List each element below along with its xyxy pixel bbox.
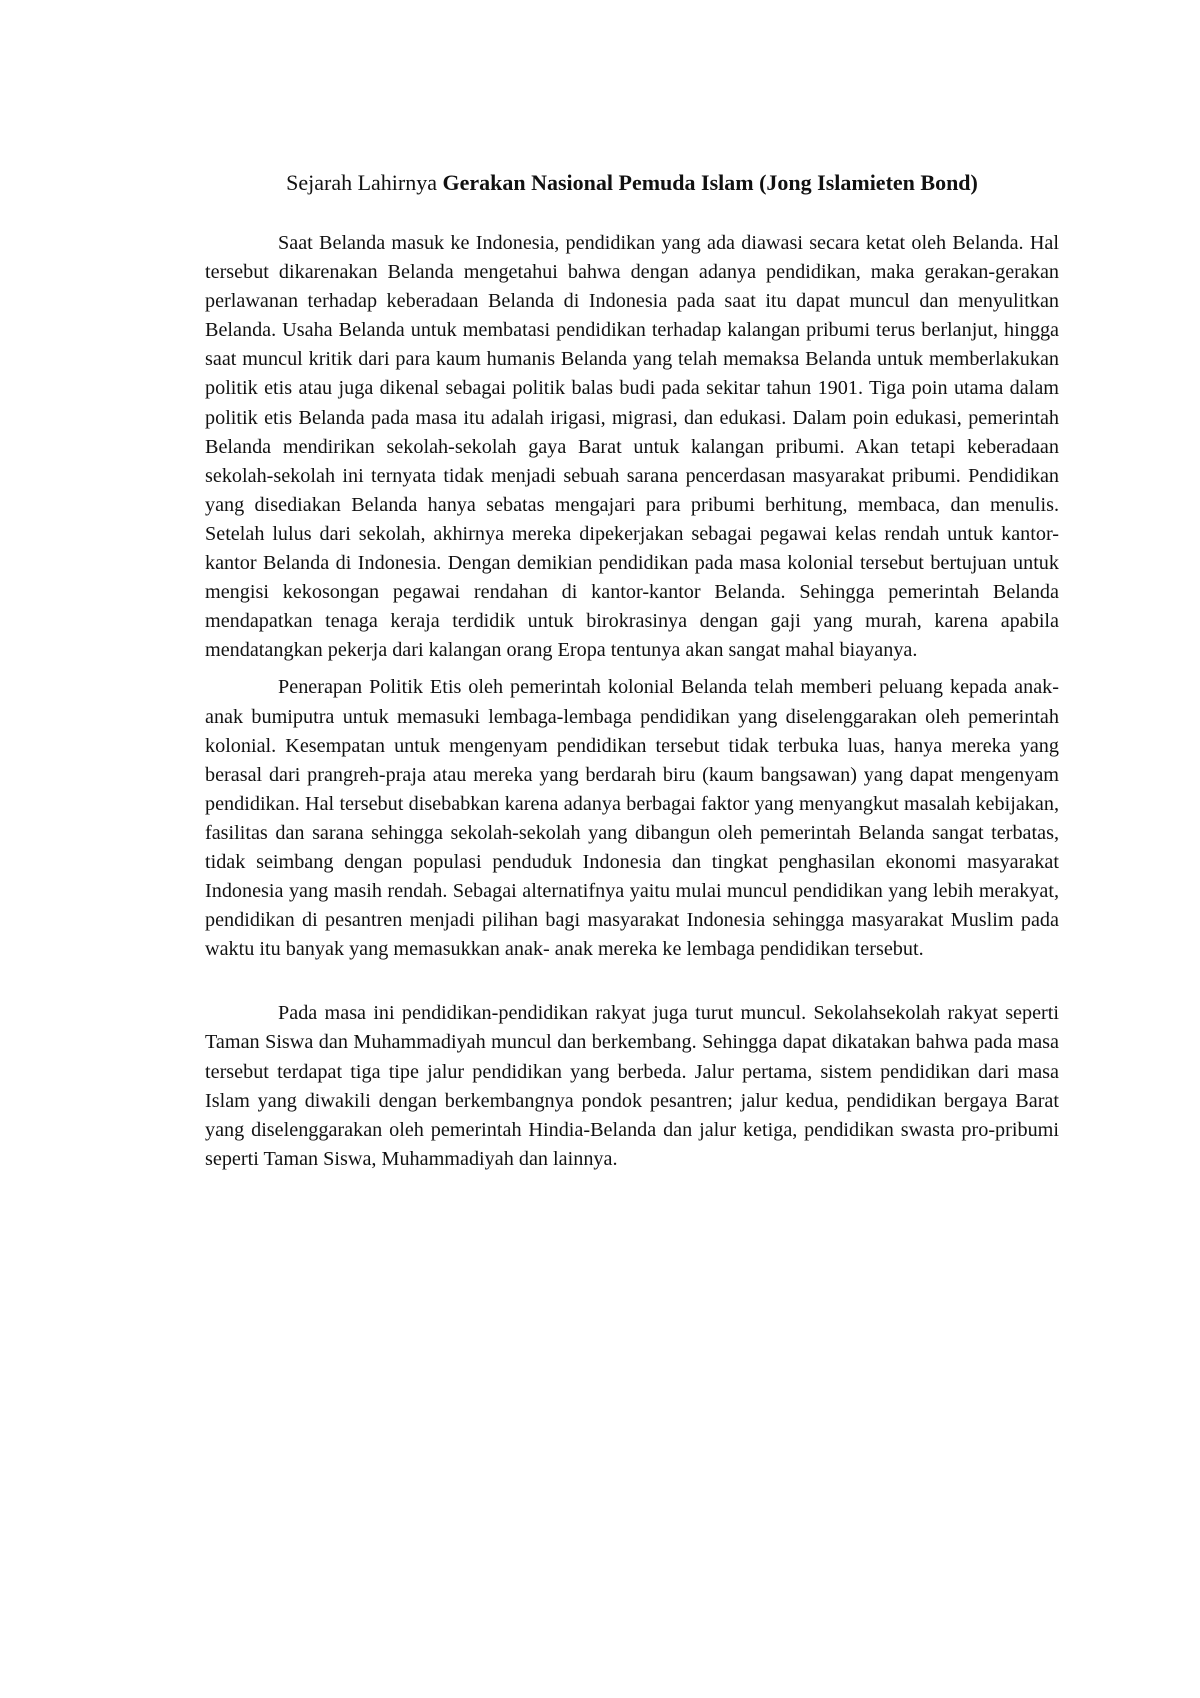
paragraph-1: Saat Belanda masuk ke Indonesia, pendidikan yang ada diawasi secara ketat oleh Belanda. Hal tersebut dikarenakan Belanda mengetahui bahwa dengan adanya pendidikan, maka gerakan-gerakan perlawanan terhadap keberadaan Belanda di Indonesia pada saat itu dapat muncul dan menyulitkan Belanda. Usaha Belanda untuk membatasi pendidikan terhadap kalangan pribumi terus berlanjut, hingga saat muncul kritik dari para kaum humanis Belanda yang telah memaksa Belanda untuk memberlakukan politik etis atau juga dikenal sebagai politik balas budi pada sekitar tahun 1901. Tiga poin utama dalam politik etis Belanda pada masa itu adalah irigasi, migrasi, dan edukasi. Dalam poin edukasi, pemerintah Belanda mendirikan sekolah-sekolah gaya Barat untuk kalangan pribumi. Akan tetapi keberadaan sekolah-sekolah ini ternyata tidak menjadi sebuah sarana pencerdasan masyarakat pribumi. Pendidikan yang disediakan Belanda hanya sebatas mengajari para pribumi berhitung, membaca, dan menulis. Setelah lulus dari sekolah, akhirnya mereka dipekerjakan sebagai pegawai kelas rendah untuk kantor-kantor Belanda di Indonesia. Dengan demikian pendidikan pada masa kolonial tersebut bertujuan untuk mengisi kekosongan pegawai rendahan di kantor-kantor Belanda. Sehingga pemerintah Belanda mendapatkan tenaga keraja terdidik untuk birokrasinya dengan gaji yang murah, karena apabila mendatangkan pekerja dari kalangan orang Eropa tentunya akan sangat mahal biayanya. [205,232,1059,662]
title-plain-part: Sejarah Lahirnya [286,170,443,195]
paragraph-3: Pada masa ini pendidikan-pendidikan rakyat juga turut muncul. Sekolahsekolah rakyat seperti Taman Siswa dan Muhammadiyah muncul dan berkembang. Sehingga dapat dikatakan bahwa pada masa tersebut terdapat tiga tipe jalur pendidikan yang berbeda. Jalur pertama, sistem pendidikan dari masa Islam yang diwakili dengan berkembangnya pondok pesantren; jalur kedua, pendidikan bergaya Barat yang diselenggarakan oleh pemerintah Hindia-Belanda dan jalur ketiga, pendidikan swasta pro-pribumi seperti Taman Siswa, Muhammadiyah dan lainnya. [205,1002,1059,1170]
document-body [205,166,1059,1174]
document-title [205,166,1059,200]
title-bold-part: Gerakan Nasional Pemuda Islam (Jong Islamieten Bond) [442,170,978,195]
paragraph-2: Penerapan Politik Etis oleh pemerintah kolonial Belanda telah memberi peluang kepada anak-anak bumiputra untuk memasuki lembaga-lembaga pendidikan yang diselenggarakan oleh pemerintah kolonial. Kesempatan untuk mengenyam pendidikan tersebut tidak terbuka luas, hanya mereka yang berasal dari prangreh-praja atau mereka yang berdarah biru (kaum bangsawan) yang dapat mengenyam pendidikan. Hal tersebut disebabkan karena adanya berbagai faktor yang menyangkut masalah kebijakan, fasilitas dan sarana sehingga sekolah-sekolah yang dibangun oleh pemerintah Belanda sangat terbatas, tidak seimbang dengan populasi penduduk Indonesia dan tingkat penghasilan ekonomi masyarakat Indonesia yang masih rendah. Sebagai alternatifnya yaitu mulai muncul pendidikan yang lebih merakyat, pendidikan di pesantren menjadi pilihan bagi masyarakat Indonesia sehingga masyarakat Muslim pada waktu itu banyak yang memasukkan anak- anak mereka ke lembaga pendidikan tersebut. [205,676,1059,961]
